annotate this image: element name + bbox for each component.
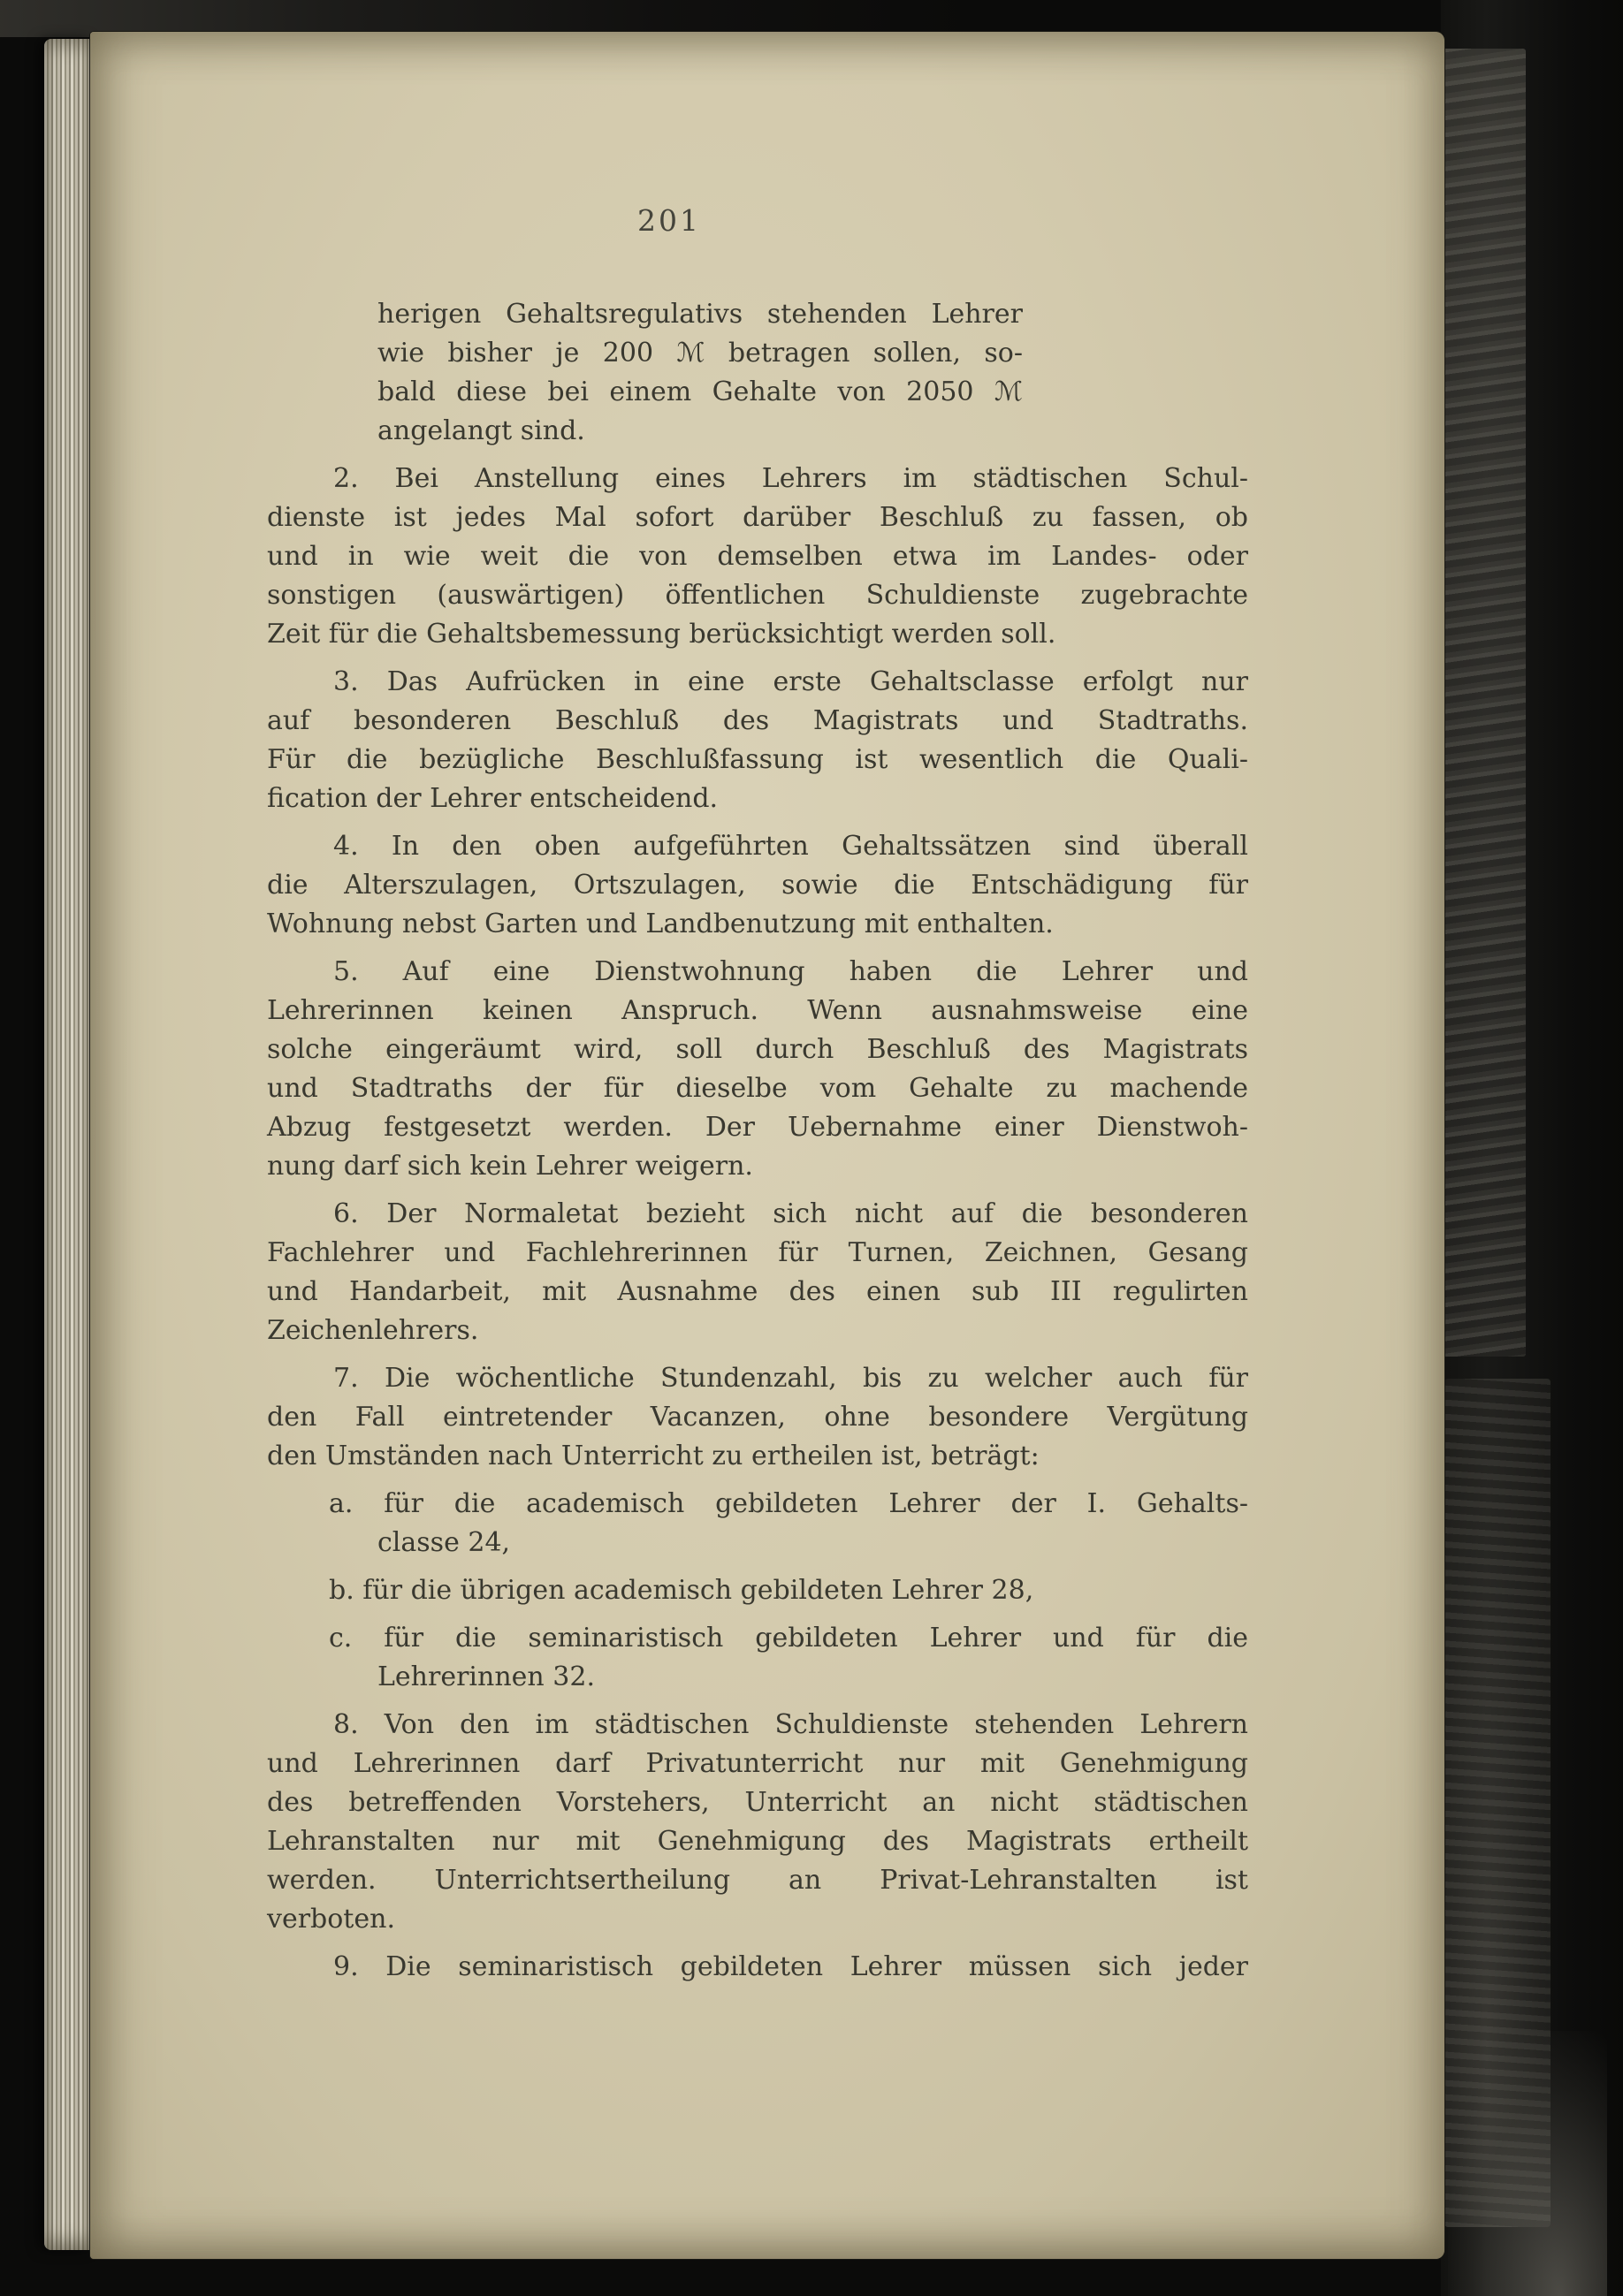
paragraph-4 (267, 827, 1248, 944)
text-line: wie bisher je 200 ℳ betragen sollen, so- (377, 338, 1023, 369)
text-line: Lehrerinnen keinen Anspruch. Wenn ausnahmsweise eine (267, 995, 1248, 1026)
paragraph-8 (267, 1706, 1248, 1939)
text-line: und in wie weit die von demselben etwa im Landes- oder (267, 541, 1248, 572)
text-line: herigen Gehaltsregulativs stehenden Lehrer (377, 299, 1023, 330)
text-line: Abzug festgesetzt werden. Der Uebernahme einer Dienstwoh- (267, 1112, 1248, 1143)
text-line: Lehranstalten nur mit Genehmigung des Magistrats ertheilt (267, 1826, 1248, 1857)
paragraph-2 (267, 460, 1248, 654)
paragraph-5 (267, 953, 1248, 1186)
text-line: die Alterszulagen, Ortszulagen, sowie die Entschädigung für (267, 870, 1248, 901)
paragraph-3 (267, 663, 1248, 818)
list-item-a (267, 1485, 1248, 1562)
text-line: Wohnung nebst Garten und Landbenutzung mit enthalten. (267, 909, 1054, 939)
text-line: bald diese bei einem Gehalte von 2050 ℳ (377, 376, 1023, 407)
text-line: Zeit für die Gehaltsbemessung berücksichtigt werden soll. (267, 619, 1056, 650)
text-line: werden. Unterrichtsertheilung an Privat-Lehranstalten ist (267, 1865, 1248, 1896)
text-line: und Lehrerinnen darf Privatunterricht nur mit Genehmigung (267, 1748, 1248, 1779)
text-line: 4. In den oben aufgeführten Gehaltssätzen sind überall (333, 831, 1248, 862)
text-line: c. für die seminaristisch gebildeten Lehrer und für die (329, 1623, 1248, 1654)
list-item-c (267, 1619, 1248, 1697)
paragraph-9 (267, 1948, 1248, 1987)
page-text (267, 201, 1248, 1987)
text-line: nung darf sich kein Lehrer weigern. (267, 1151, 753, 1182)
text-line: solche eingeräumt wird, soll durch Beschluß des Magistrats (267, 1034, 1248, 1065)
text-line: 8. Von den im städtischen Schuldienste stehenden Lehrern (333, 1709, 1248, 1740)
paragraph-6 (267, 1195, 1248, 1350)
text-line: des betreffenden Vorstehers, Unterricht an nicht städtischen (267, 1787, 1248, 1818)
text-line: auf besonderen Beschluß des Magistrats und Stadtraths. (267, 705, 1248, 736)
text-line: a. für die academisch gebildeten Lehrer der I. Gehalts- (329, 1488, 1248, 1519)
book-page (90, 32, 1444, 2259)
page-number: 201 (637, 203, 701, 238)
text-line: den Umständen nach Unterricht zu ertheilen ist, beträgt: (267, 1441, 1040, 1471)
cover-marble-texture-upper (1441, 49, 1526, 1357)
book-cover-right (1441, 0, 1623, 2296)
paragraph-7 (267, 1359, 1248, 1476)
text-line: 9. Die seminaristisch gebildeten Lehrer müssen sich jeder (333, 1951, 1248, 1982)
text-line: 6. Der Normaletat bezieht sich nicht auf die besonderen (333, 1198, 1248, 1229)
text-line: 7. Die wöchentliche Stundenzahl, bis zu welcher auch für (333, 1363, 1248, 1394)
text-line: den Fall eintretender Vacanzen, ohne besondere Vergütung (267, 1402, 1248, 1433)
text-line: 3. Das Aufrücken in eine erste Gehaltsclasse erfolgt nur (333, 666, 1248, 697)
paragraph-continuation (377, 295, 1023, 451)
page-edge-stack (44, 39, 92, 2250)
text-line: classe 24, (377, 1527, 511, 1558)
text-line: und Handarbeit, mit Ausnahme des einen sub III regulirten (267, 1276, 1248, 1307)
cover-corner-highlight (1448, 2031, 1607, 2296)
text-line: Fachlehrer und Fachlehrerinnen für Turnen, Zeichnen, Gesang (267, 1237, 1248, 1268)
text-line: b. für die übrigen academisch gebildeten Lehrer 28, (329, 1575, 1034, 1606)
text-line: dienste ist jedes Mal sofort darüber Beschluß zu fassen, ob (267, 502, 1248, 533)
list-item-b (267, 1571, 1248, 1610)
text-line: angelangt sind. (377, 415, 585, 446)
text-line: 5. Auf eine Dienstwohnung haben die Lehrer und (333, 956, 1248, 987)
text-line: und Stadtraths der für dieselbe vom Gehalte zu machende (267, 1073, 1248, 1104)
text-line: sonstigen (auswärtigen) öffentlichen Schuldienste zugebrachte (267, 580, 1248, 611)
text-line: fication der Lehrer entscheidend. (267, 783, 719, 814)
text-line: Lehrerinnen 32. (377, 1661, 595, 1692)
text-line: 2. Bei Anstellung eines Lehrers im städtischen Schul- (333, 463, 1248, 494)
text-line: Zeichenlehrers. (267, 1315, 479, 1346)
text-line: verboten. (267, 1904, 395, 1935)
text-line: Für die bezügliche Beschlußfassung ist wesentlich die Quali- (267, 744, 1248, 775)
